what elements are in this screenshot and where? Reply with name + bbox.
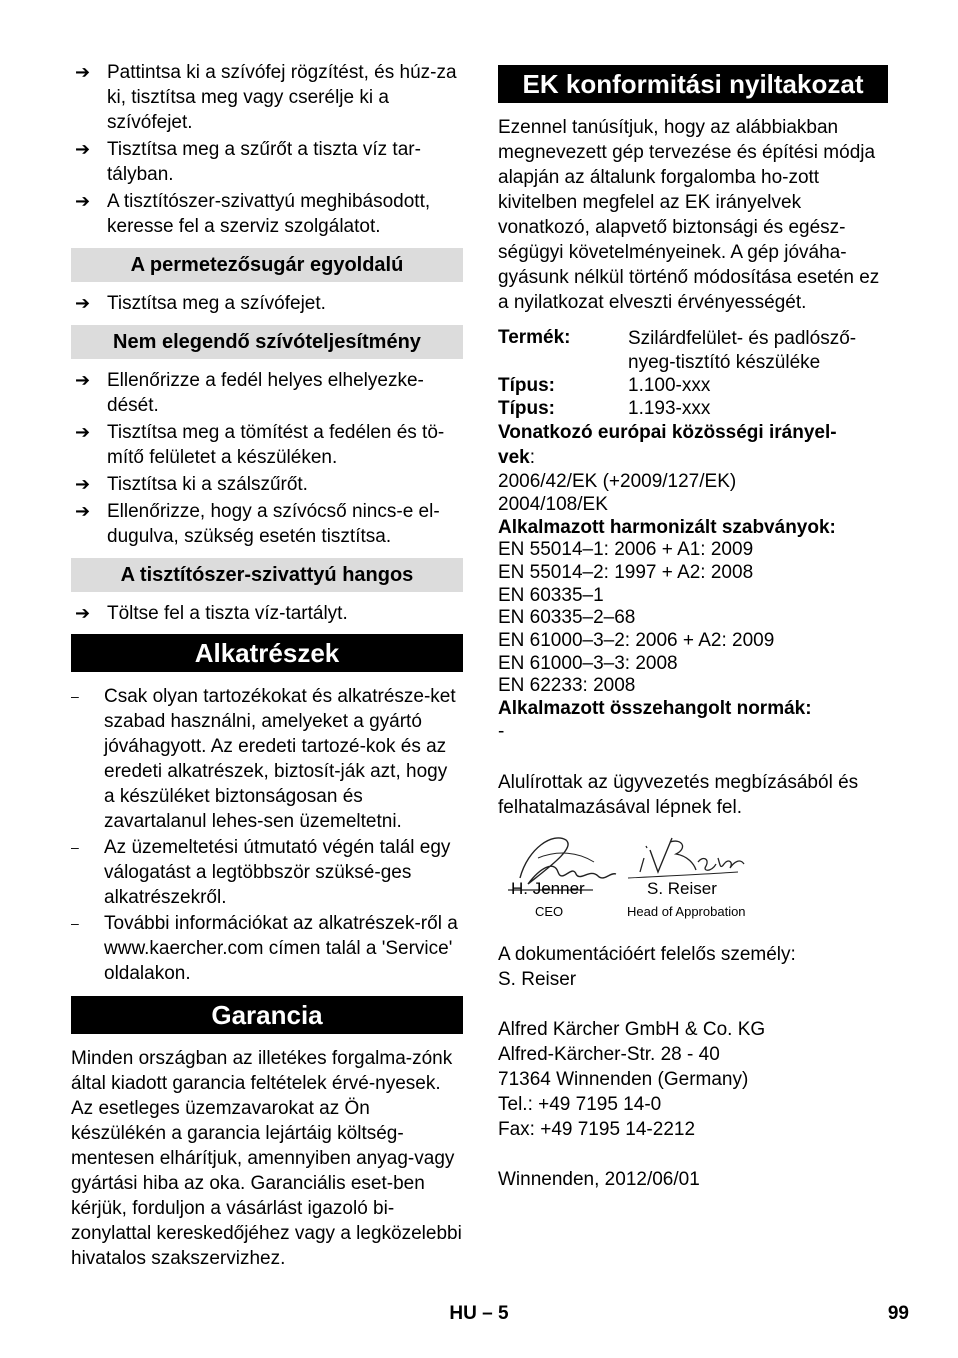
type-value: 1.193-xxx [628, 397, 711, 419]
step-item: ➔ Ellenőrizze, hogy a szívócső nincs-e el-dugulva, szükség esetén tisztítsa. [71, 499, 463, 549]
standard-item: EN 55014–2: 1997 + A2: 2008 [498, 561, 754, 583]
standard-item: EN 60335–1 [498, 584, 604, 606]
address-line: Alfred-Kärcher-Str. 28 - 40 [498, 1043, 720, 1065]
subheading-suction: Nem elegendő szívóteljesítmény [71, 325, 463, 359]
arrow-right-icon: ➔ [75, 603, 91, 623]
product-value-line2: nyeg-tisztító készüléke [628, 352, 821, 373]
parts-list [71, 684, 463, 986]
warranty-text: Minden országban az illetékes forgalma-zónk által kiadott garancia feltételek érvé-nyesek. Az esetleges üzemzavarokat az Ön készülékén a garancia lejártáig költség-mentesen elhárítjuk, amennyiben anyag-vagy gyártási hiba az oka. Garanciális eset-ben kérjük, forduljon a vásárlást igazoló bi-zonylattal kereskedőjéhez vagy a legközelebbi hivatalos szakszervizhez. [71, 1048, 462, 1269]
arrow-right-icon: ➔ [75, 191, 91, 211]
subheading-spray: A permetezősugár egyoldalú [71, 248, 463, 282]
signers-text: Alulírottak az ügyvezetés megbízásából és felhatalmazásával lépnek fel. [498, 771, 859, 818]
directive-item: 2004/108/EK [498, 493, 608, 515]
company-address [498, 1017, 888, 1142]
standard-item: EN 61000–3–2: 2006 + A2: 2009 [498, 630, 775, 652]
address-line: Fax: +49 7195 14-2212 [498, 1118, 696, 1140]
type-label: Típus: [498, 397, 555, 419]
product-row [498, 327, 888, 375]
step-item: ➔ Töltse fel a tiszta víz-tartályt. [71, 601, 463, 626]
directives-label-line2: vek: [498, 447, 535, 469]
standard-item: EN 62233: 2008 [498, 675, 636, 697]
declaration-table [498, 327, 888, 744]
type-value: 1.100-xxx [628, 375, 711, 396]
address-line: 71364 Winnenden (Germany) [498, 1068, 749, 1090]
heading-parts: Alkatrészek [71, 634, 463, 672]
step-item: ➔ A tisztítószer-szivattyú meghibásodott, keresse fel a szerviz szolgálatot. [71, 189, 463, 239]
step-item: ➔ Tisztítsa ki a szálszűrőt. [71, 472, 463, 497]
directive-item: 2006/42/EK (+2009/127/EK) [498, 471, 737, 493]
footer-section: HU – 5 [449, 1303, 509, 1324]
product-value-line1: Szilárdfelület- és padlósző- [628, 328, 857, 349]
signer-2-role: Head of Approbation [627, 903, 746, 919]
arrow-right-icon: ➔ [75, 139, 91, 159]
right-column [498, 60, 888, 1192]
ek-intro-text: Ezennel tanúsítjuk, hogy az alábbiakban megnevezett gép tervezése és építési módja alapján az általunk forgalomba ho-zott kivitelben megfelel az EK irányelvek vonatkozó, alapvető biztonsági és egész-ségügyi követelményeinek. A gép jóváha-gyásunk nélkül történő módosítása esetén ez a nyilatkozat elveszti érvényességét. [498, 117, 880, 313]
step-item: ➔ Ellenőrizze a fedél helyes elhelyezke-dését. [71, 368, 463, 418]
arrow-right-icon: ➔ [75, 293, 91, 313]
norms-value: - [498, 720, 505, 742]
list-item: – Csak olyan tartozékokat és alkatrésze-ket szabad használni, amelyeket a gyártó jóváhagyott. Az eredeti tartozé-kok és az eredeti alkatrészek, biztosít-ják azt, hogy a készüléket biztonságosan és zavartalanul lehes-sen üzemeltetni. [71, 686, 456, 832]
list-item: – Az üzemeltetési útmutató végén talál egy válogatást a legtöbbször szüksé-ges alkatrészekről. [71, 837, 451, 908]
heading-warranty: Garancia [71, 996, 463, 1034]
doc-responsible [498, 942, 888, 992]
place-date: Winnenden, 2012/06/01 [498, 1168, 700, 1190]
left-column [71, 60, 463, 1271]
arrow-right-icon: ➔ [75, 370, 91, 390]
step-list-3 [71, 368, 463, 549]
signer-2-name: S. Reiser [647, 878, 717, 898]
list-item: – További információkat az alkatrészek-ről a www.kaercher.com címen talál a 'Service' oldalakon. [71, 913, 458, 984]
address-line: Tel.: +49 7195 14-0 [498, 1093, 662, 1115]
signer-1-name: H. Jenner [511, 878, 585, 898]
standard-item: EN 55014–1: 2006 + A1: 2009 [498, 539, 754, 561]
type-label: Típus: [498, 375, 555, 396]
product-label: Termék: [498, 327, 571, 348]
page-number: 99 [887, 1303, 909, 1324]
arrow-right-icon: ➔ [75, 501, 91, 521]
step-list-1 [71, 60, 463, 239]
arrow-right-icon: ➔ [75, 422, 91, 442]
dash-bullet: – [71, 915, 79, 931]
signature-block [498, 828, 888, 918]
type-row [498, 398, 888, 421]
address-line: Alfred Kärcher GmbH & Co. KG [498, 1018, 766, 1040]
step-item: ➔ Tisztítsa meg a szívófejet. [71, 291, 463, 316]
step-item: ➔ Pattintsa ki a szívófej rögzítést, és húz-za ki, tisztítsa meg vagy cserélje ki a szívófejet. [71, 60, 463, 135]
step-item: ➔ Tisztítsa meg a tömítést a fedélen és tö-mítő felületet a készüléken. [71, 420, 463, 470]
doc-responsible-name: S. Reiser [498, 968, 577, 990]
standards-label: Alkalmazott harmonizált szabványok: [498, 516, 836, 538]
norms-label: Alkalmazott összehangolt normák: [498, 698, 812, 720]
step-item: ➔ Tisztítsa meg a szűrőt a tiszta víz tar-tályban. [71, 137, 463, 187]
standard-item: EN 61000–3–3: 2008 [498, 652, 678, 674]
arrow-right-icon: ➔ [75, 62, 91, 82]
arrow-right-icon: ➔ [75, 474, 91, 494]
subheading-pump: A tisztítószer-szivattyú hangos [71, 558, 463, 592]
dash-bullet: – [71, 839, 79, 855]
standard-item: EN 60335–2–68 [498, 607, 636, 629]
type-row [498, 375, 888, 398]
signer-1-role: CEO [535, 903, 564, 919]
doc-responsible-label: A dokumentációért felelős személy: [498, 943, 796, 965]
directives-label-line1: Vonatkozó európai közösségi irányel- [498, 422, 837, 444]
dash-bullet: – [71, 688, 79, 704]
heading-ek-conformity: EK konformitási nyiltakozat [498, 65, 888, 103]
